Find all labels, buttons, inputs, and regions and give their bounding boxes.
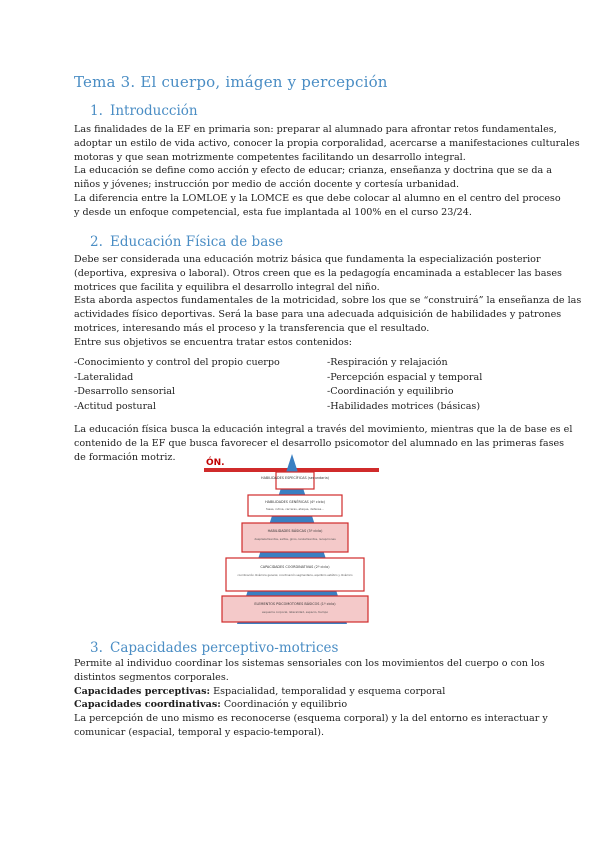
text-line: actividades físico deportivas. Será la base para una adecuada adquisición de habilidades y patrones [74,309,562,321]
coordinativas-line [74,698,534,712]
text-line: adoptar un estilo de vida activo, conocer la propia corporalidad, acercarse a manifestaciones culturales [74,137,580,149]
perceptive-paragraph [74,657,548,740]
pyramid-level-3 [242,523,348,552]
list-item: -Desarrollo sensorial [74,386,176,398]
section-heading-text: Educación Física de base [110,234,284,250]
coordinativas-label: Capacidades coordinativas: [74,699,221,711]
text-line: Esta aborda aspectos fundamentales de la motricidad, sobre los que se “construirá” la enseñanza de las [74,295,582,307]
text-line: (deportiva, expresiva o laboral). Otros creen que es la pedagogía encaminada a establecer las bases [74,267,562,279]
pyramid-level-sub: esquema corporal, lateralidad, espacio, tiempo [261,610,329,614]
pyramid-header-text: ÓN. [206,458,225,468]
list-item: -Lateralidad [74,371,134,383]
list-item: -Habilidades motrices (básicas) [327,400,481,412]
perceptivas-line [74,685,534,699]
text-line: Las finalidades de la EF en primaria son: preparar al alumnado para afrontar retos fundamentales, [74,124,557,135]
coordinativas-value: Coordinación y equilibrio [220,699,348,711]
text-line: y desde un enfoque competencial, esta fue implantada al 100% en el curso 23/24. [74,206,472,218]
perceptivas-label: Capacidades perceptivas: [74,685,211,697]
pyramid-level-title: HABILIDADES GENÉRICAS (4º ciclo) [265,500,325,504]
contents-list-left [74,356,280,414]
pyramid-level-5 [222,596,368,622]
text-line: La educación se define como acción y efecto de educar; crianza, enseñanza y doctrina que se da a [74,165,553,177]
section-heading-text: Introducción [110,103,198,119]
text-line: La educación física busca la educación integral a través del movimiento, mientras que la de base es el [74,424,573,435]
section-heading-educacion-fisica-de-base [90,234,283,250]
text-line: contenido de la EF que busca favorecer el desarrollo psicomotor del alumnado en las primeras fases [74,437,565,449]
list-item: -Respiración y relajación [327,357,448,368]
text-line: distintos segmentos corporales. [74,671,229,683]
intro-paragraph [74,123,580,220]
text-line: motrices, interesando más el proceso y la transferencia que el resultado. [74,322,430,334]
text-line: Debe ser considerada una educación motriz básica que fundamenta la especialización posterior [74,254,541,265]
section-heading-capacidades-perceptivo-motrices [90,640,338,656]
pyramid-level-4 [226,558,364,591]
contents-list-right [327,356,482,414]
section-number: 2. [90,234,103,250]
list-item: -Conocimiento y control del propio cuerpo [74,357,280,368]
page-title: Tema 3. El cuerpo, imágen y percepción [74,73,388,91]
perceptivas-value: Espacialidad, temporalidad y esquema corporal [210,685,446,697]
list-item: -Percepción espacial y temporal [327,371,483,383]
pyramid-level-title: HABILIDADES ESPECÍFICAS (secundaria) [261,476,329,480]
text-line: La percepción de uno mismo es reconocerse (esquema corporal) y la del entorno es interactuar y [74,713,548,725]
list-item: -Actitud postural [74,400,156,412]
pyramid-level-title: ELEMENTOS PSICOMOTORES BÁSICOS (1º ciclo) [254,602,336,606]
pyramid-level-title: HABILIDADES BÁSICAS (3º ciclo) [267,529,323,533]
text-line: comunicar (espacial, temporal y espacio-temporal). [74,726,325,738]
section-number: 3. [90,640,103,656]
text-line: motrices que facilita y equilibra el desarrollo integral del niño. [74,281,380,293]
text-line: Permite al individuo coordinar los sistemas sensoriales con los movimientos del cuerpo o con los [74,658,545,669]
pyramid-level-sub: fases, rutina, carreras, ataque, defensa... [266,507,324,511]
text-line: motoras y que sean motrizmente competentes facilitando un desarrollo integral. [74,151,466,163]
text-line: de formación motriz. [74,451,176,463]
base-paragraph [74,253,582,350]
section-heading-introduccion [90,103,198,119]
pyramid-level-sub: desplazamientos, saltos, giros, lanzamientos, recepciones [254,537,336,541]
text-line: Entre sus objetivos se encuentra tratar estos contenidos: [74,336,352,348]
pyramid-level-sub: coordinación dinámica general, coordinación segmentaria, equilibrio estático y dinámico [237,574,353,577]
list-item: -Coordinación y equilibrio [327,386,454,398]
text-line: niños y jóvenes; instrucción por medio de acción docente y cortesía urbanidad. [74,179,460,191]
section-number: 1. [90,103,103,119]
pyramid-level-2 [248,495,342,516]
motor-development-pyramid [204,452,379,627]
section-heading-text: Capacidades perceptivo-motrices [110,640,339,656]
pyramid-level-title: CAPACIDADES COORDINATIVAS (2º ciclo) [260,565,330,569]
text-line: La diferencia entre la LOMLOE y la LOMCE es que debe colocar al alumno en el centro del proceso [74,192,561,204]
pyramid-level-1 [261,472,330,489]
